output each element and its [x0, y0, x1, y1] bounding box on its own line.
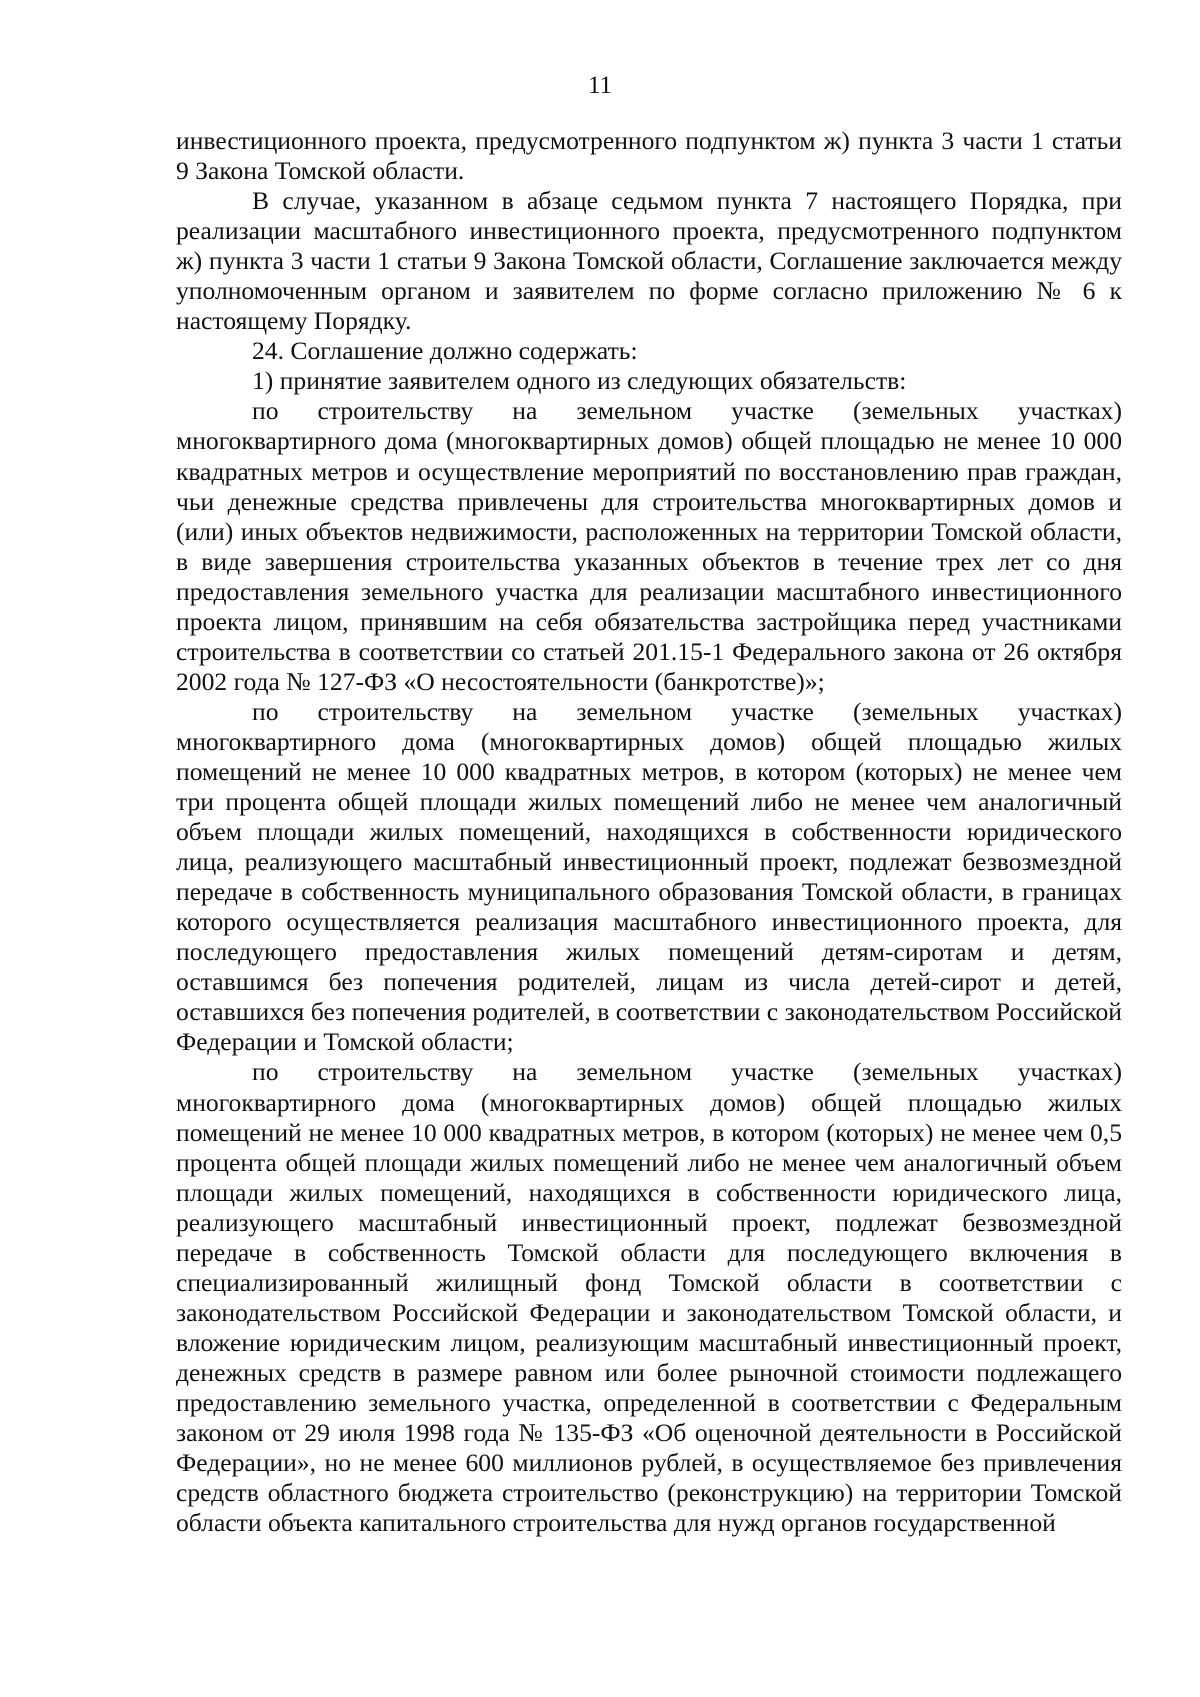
paragraph-subitem-1: 1) принятие заявителем одного из следующих обязательств: — [252, 366, 907, 396]
page-number: 11 — [587, 72, 613, 99]
paragraph-item-24: 24. Соглашение должно содержать: — [252, 336, 638, 366]
paragraph-obligation-regional-transfer: по строительству на земельном участке (земельных участках) многоквартирного дома (многоквартирных домов) общей площадью жилых помещений не менее 10 000 квадратных метров, в котором (которых) не менее чем 0,5 процента общей площади жилых помещений либо не менее чем аналогичный объем площади жилых помещений, находящихся в собственности юридического лица, реализующего масштабный инвестиционный проект, подлежат безвозмездной передаче в собственность Томской области для последующего включения в специализированный жилищный фонд Томской области в соответствии с законодательством Российской Федерации и законодательством Томской области, и вложение юридическим лицом, реализующим масштабный инвестиционный проект, денежных средств в размере равном или более рыночной стоимости подлежащего предоставлению земельного участка, определенной в соответствии с Федеральным законом от 29 июля 1998 года № 135-ФЗ «Об оценочной деятельности в Российской Федерации», но не менее 600 миллионов рублей, в осуществляемое без привлечения средств областного бюджета строительство (реконструкцию) на территории Томской области объекта капитального строительства для нужд органов государственной — [176, 1057, 1122, 1538]
paragraph-obligation-rights-restoration: по строительству на земельном участке (земельных участках) многоквартирного дома (многоквартирных домов) общей площадью не менее 10 000 квадратных метров и осуществление мероприятий по восстановлению прав граждан, чьи денежные средства привлечены для строительства многоквартирных домов и (или) иных объектов недвижимости, расположенных на территории Томской области, в виде завершения строительства указанных объектов в течение трех лет со дня предоставления земельного участка для реализации масштабного инвестиционного проекта лицом, принявшим на себя обязательства застройщика перед участниками строительства в соответствии со статьей 201.15-1 Федерального закона от 26 октября 2002 года № 127-ФЗ «О несостоятельности (банкротстве)»; — [176, 396, 1122, 696]
paragraph-case-agreement: В случае, указанном в абзаце седьмом пункта 7 настоящего Порядка, при реализации масштабного инвестиционного проекта, предусмотренного подпунктом ж) пункта 3 части 1 статьи 9 Закона Томской области, Соглашение заключается между уполномоченным органом и заявителем по форме согласно приложению № 6 к настоящему Порядку. — [176, 186, 1122, 336]
document-body — [176, 126, 1122, 1538]
paragraph-obligation-municipal-transfer: по строительству на земельном участке (земельных участках) многоквартирного дома (многоквартирных домов) общей площадью жилых помещений не менее 10 000 квадратных метров, в котором (которых) не менее чем три процента общей площади жилых помещений либо не менее чем аналогичный объем площади жилых помещений, находящихся в собственности юридического лица, реализующего масштабный инвестиционный проект, подлежат безвозмездной передаче в собственность муниципального образования Томской области, в границах которого осуществляется реализация масштабного инвестиционного проекта, для последующего предоставления жилых помещений детям-сиротам и детям, оставшимся без попечения родителей, лицам из числа детей-сирот и детей, оставшихся без попечения родителей, в соответствии с законодательством Российской Федерации и Томской области; — [176, 696, 1122, 1057]
paragraph-continuation: инвестиционного проекта, предусмотренного подпунктом ж) пункта 3 части 1 статьи 9 Закона Томской области. — [176, 126, 1122, 186]
